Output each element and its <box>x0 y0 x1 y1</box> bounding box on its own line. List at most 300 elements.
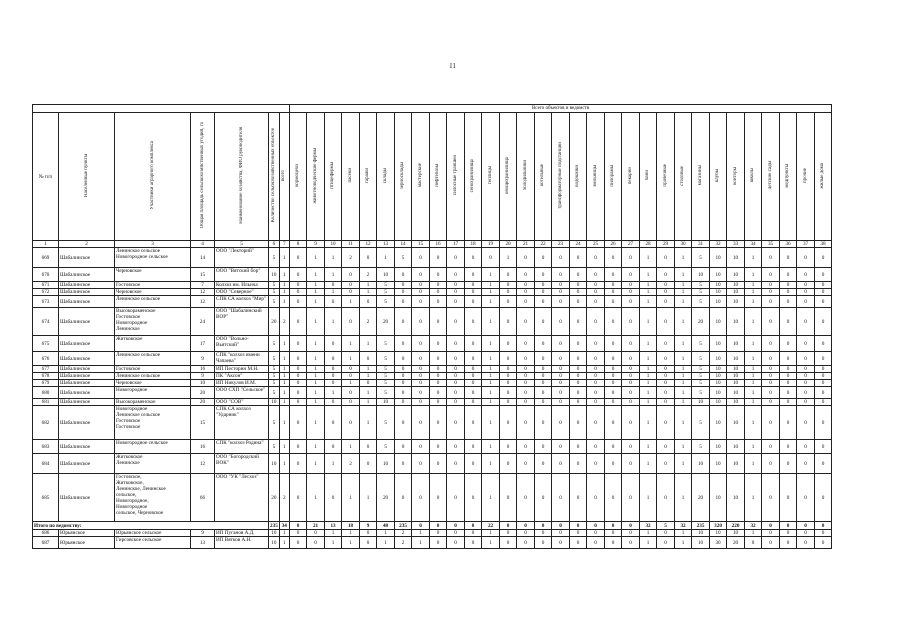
value-cell: 10 <box>727 474 745 522</box>
value-cell: 0 <box>779 373 797 380</box>
table-row <box>33 282 832 289</box>
value-cell: 0 <box>569 380 587 387</box>
value-cell: 0 <box>429 373 447 380</box>
district-cell: Шабалинское <box>59 387 115 399</box>
value-cell: 0 <box>762 268 780 282</box>
subheader-label: холодильники <box>522 160 528 191</box>
value-cell: 0 <box>499 352 517 366</box>
value-cell: 0 <box>622 387 640 399</box>
subheader-cell <box>727 113 745 241</box>
value-cell: 0 <box>499 296 517 308</box>
value-cell: 0 <box>534 373 552 380</box>
value-cell: 0 <box>464 366 482 373</box>
value-cell: 0 <box>517 399 535 406</box>
value-cell: 0 <box>552 474 570 522</box>
header-cell <box>269 113 280 241</box>
value-cell: 0 <box>324 352 342 366</box>
value-cell: 0 <box>517 474 535 522</box>
value-cell: 0 <box>534 248 552 268</box>
column-index: 7 <box>279 241 289 248</box>
value-cell: 0 <box>762 530 780 537</box>
total-value: 0 <box>289 522 307 530</box>
value-cell: 0 <box>604 440 622 454</box>
subheader-label: прачечные <box>662 164 668 187</box>
value-cell: 0 <box>814 282 832 289</box>
value-cell: 5 <box>377 336 395 352</box>
value-cell: 0 <box>517 282 535 289</box>
value-cell: 1 <box>744 474 762 522</box>
subheader-label: животноводческие фермы <box>312 147 318 204</box>
value-cell: 0 <box>534 296 552 308</box>
organization-cell: ПК "Аксон" <box>215 373 269 380</box>
value-cell: 0 <box>569 336 587 352</box>
value-cell: 0 <box>797 352 815 366</box>
subheader-label: пилорамы <box>610 164 616 187</box>
value-cell: 0 <box>342 366 360 373</box>
value-cell: 0 <box>324 366 342 373</box>
value-cell: 1 <box>279 380 289 387</box>
value-cell: 0 <box>499 289 517 296</box>
value-cell: 1 <box>307 474 325 522</box>
value-cell: 0 <box>429 289 447 296</box>
value-cell: 1 <box>499 248 517 268</box>
value-cell: 0 <box>517 373 535 380</box>
value-cell: 0 <box>359 380 377 387</box>
value-cell: 0 <box>517 454 535 474</box>
value-cell: 0 <box>499 366 517 373</box>
value-cell: 1 <box>482 308 500 336</box>
value-cell: 0 <box>464 454 482 474</box>
area-cell: 12 <box>191 454 215 474</box>
value-cell: 0 <box>657 537 675 549</box>
value-cell: 5 <box>269 296 280 308</box>
value-cell: 1 <box>482 474 500 522</box>
subheader-label: школы <box>750 168 756 183</box>
column-index: 13 <box>377 241 395 248</box>
row-number: 686 <box>33 530 59 537</box>
value-cell: 0 <box>569 296 587 308</box>
value-cell: 1 <box>359 366 377 373</box>
value-cell: 10 <box>269 537 280 549</box>
header-cell <box>115 113 191 241</box>
value-cell: 0 <box>622 380 640 387</box>
table-row <box>33 454 832 474</box>
organization-cell: ООО "Вятский бор" <box>215 268 269 282</box>
value-cell: 10 <box>269 399 280 406</box>
value-cell: 1 <box>307 380 325 387</box>
subheader-label: жилые дома <box>820 162 826 189</box>
value-cell: 0 <box>552 352 570 366</box>
value-cell: 0 <box>342 289 360 296</box>
value-cell: 2 <box>342 454 360 474</box>
value-cell: 10 <box>727 380 745 387</box>
organization-cell: ООО "Вольно-Вьятский" <box>215 336 269 352</box>
value-cell: 0 <box>429 352 447 366</box>
total-value: 0 <box>464 522 482 530</box>
table-row <box>33 440 832 454</box>
organization-cell: ООО "Северное" <box>215 289 269 296</box>
value-cell: 5 <box>269 289 280 296</box>
value-cell: 0 <box>814 296 832 308</box>
value-cell: 0 <box>657 399 675 406</box>
value-cell: 0 <box>552 537 570 549</box>
value-cell: 0 <box>517 537 535 549</box>
column-index: 2 <box>59 241 115 248</box>
total-value: 13 <box>324 522 342 530</box>
value-cell: 0 <box>797 406 815 440</box>
value-cell: 0 <box>814 454 832 474</box>
total-value: 0 <box>517 522 535 530</box>
area-cell: 12 <box>191 296 215 308</box>
value-cell: 10 <box>269 268 280 282</box>
value-cell: 0 <box>499 530 517 537</box>
value-cell: 0 <box>324 373 342 380</box>
value-cell: 0 <box>797 268 815 282</box>
total-value: 32 <box>674 522 692 530</box>
value-cell: 10 <box>709 373 727 380</box>
column-index: 21 <box>517 241 535 248</box>
value-cell: 1 <box>482 406 500 440</box>
value-cell: 0 <box>412 474 430 522</box>
column-index: 12 <box>359 241 377 248</box>
value-cell: 1 <box>482 530 500 537</box>
total-value: 0 <box>779 522 797 530</box>
subheader-cell <box>429 113 447 241</box>
column-index: 26 <box>604 241 622 248</box>
value-cell: 5 <box>269 387 280 399</box>
area-cell: 66 <box>191 474 215 522</box>
value-cell: 1 <box>482 268 500 282</box>
value-cell: 0 <box>412 336 430 352</box>
district-cell: Шабалинское <box>59 454 115 474</box>
value-cell: 0 <box>394 289 412 296</box>
value-cell: 0 <box>324 282 342 289</box>
value-cell: 0 <box>797 366 815 373</box>
value-cell: 5 <box>269 406 280 440</box>
value-cell: 0 <box>779 268 797 282</box>
value-cell: 0 <box>534 440 552 454</box>
district-cell: Шабалинское <box>59 268 115 282</box>
value-cell: 1 <box>359 406 377 440</box>
value-cell: 0 <box>394 268 412 282</box>
value-cell: 0 <box>429 440 447 454</box>
value-cell: 0 <box>744 537 762 549</box>
value-cell: 0 <box>464 406 482 440</box>
value-cell: 10 <box>727 366 745 373</box>
value-cell: 10 <box>692 399 710 406</box>
value-cell: 10 <box>692 268 710 282</box>
value-cell: 0 <box>499 268 517 282</box>
value-cell: 0 <box>569 440 587 454</box>
value-cell: 0 <box>604 387 622 399</box>
value-cell: 0 <box>604 366 622 373</box>
value-cell: 1 <box>279 282 289 289</box>
total-value: 5 <box>657 522 675 530</box>
value-cell: 1 <box>307 296 325 308</box>
value-cell: 0 <box>622 537 640 549</box>
value-cell: 0 <box>412 296 430 308</box>
value-cell: 0 <box>394 366 412 373</box>
subheader-label: клубы <box>715 168 721 183</box>
header-label: Участники аграрного комплекса <box>149 141 155 210</box>
value-cell: 0 <box>657 289 675 296</box>
settlement-cell: Гостовское <box>115 282 191 289</box>
value-cell: 0 <box>587 387 605 399</box>
value-cell: 0 <box>429 268 447 282</box>
value-cell: 10 <box>727 530 745 537</box>
value-cell: 0 <box>622 268 640 282</box>
value-cell: 0 <box>429 282 447 289</box>
value-cell: 5 <box>377 282 395 289</box>
value-cell: 0 <box>762 366 780 373</box>
value-cell: 0 <box>534 336 552 352</box>
value-cell: 1 <box>342 530 360 537</box>
value-cell: 0 <box>657 308 675 336</box>
value-cell: 0 <box>762 454 780 474</box>
subheader-label: водокачки <box>575 164 581 187</box>
value-cell: 0 <box>552 248 570 268</box>
value-cell: 0 <box>517 308 535 336</box>
value-cell: 0 <box>447 440 465 454</box>
value-cell: 0 <box>762 440 780 454</box>
row-number: 670 <box>33 268 59 282</box>
value-cell: 0 <box>779 454 797 474</box>
value-cell: 1 <box>639 440 657 454</box>
value-cell: 1 <box>744 366 762 373</box>
total-value: 22 <box>482 522 500 530</box>
value-cell: 1 <box>412 537 430 549</box>
value-cell: 20 <box>269 474 280 522</box>
column-index: 11 <box>342 241 360 248</box>
settlement-cell: Житковское <box>115 336 191 352</box>
column-index: 24 <box>569 241 587 248</box>
value-cell: 10 <box>709 474 727 522</box>
value-cell: 0 <box>342 406 360 440</box>
value-cell: 0 <box>412 406 430 440</box>
value-cell: 0 <box>534 406 552 440</box>
value-cell: 0 <box>289 380 307 387</box>
total-value: 48 <box>377 522 395 530</box>
value-cell: 1 <box>674 248 692 268</box>
subheader-cell <box>447 113 465 241</box>
subheader-cell <box>569 113 587 241</box>
value-cell: 0 <box>534 366 552 373</box>
value-cell: 0 <box>412 380 430 387</box>
subheader-label: мельницы <box>592 164 598 187</box>
column-index: 6 <box>269 241 280 248</box>
value-cell: 5 <box>269 366 280 373</box>
subheader-cell <box>552 113 570 241</box>
value-cell: 0 <box>814 474 832 522</box>
value-cell: 0 <box>289 352 307 366</box>
total-value: 32 <box>639 522 657 530</box>
value-cell: 0 <box>499 282 517 289</box>
subheader-label: магазины <box>697 165 703 186</box>
subheader-cell <box>482 113 500 241</box>
value-cell: 0 <box>552 387 570 399</box>
value-cell: 0 <box>324 474 342 522</box>
value-cell: 0 <box>779 248 797 268</box>
value-cell: 1 <box>307 282 325 289</box>
value-cell: 0 <box>289 406 307 440</box>
value-cell: 10 <box>727 454 745 474</box>
value-cell: 2 <box>342 248 360 268</box>
value-cell: 10 <box>709 530 727 537</box>
district-cell: Шабалинское <box>59 406 115 440</box>
value-cell: 0 <box>464 530 482 537</box>
value-cell: 0 <box>499 308 517 336</box>
value-cell: 0 <box>814 387 832 399</box>
organization-cell: СПК СА колхоз "Ударник" <box>215 406 269 440</box>
value-cell: 0 <box>569 373 587 380</box>
value-cell: 0 <box>569 352 587 366</box>
value-cell: 0 <box>499 373 517 380</box>
value-cell: 0 <box>394 296 412 308</box>
value-cell: 1 <box>482 336 500 352</box>
value-cell: 0 <box>604 380 622 387</box>
header-number: № п/п <box>33 113 59 241</box>
value-cell: 0 <box>447 248 465 268</box>
value-cell: 0 <box>517 366 535 373</box>
value-cell: 0 <box>552 366 570 373</box>
value-cell: 1 <box>342 296 360 308</box>
total-value: 0 <box>534 522 552 530</box>
value-cell: 0 <box>814 537 832 549</box>
value-cell: 0 <box>342 387 360 399</box>
value-cell: 1 <box>744 352 762 366</box>
value-cell: 0 <box>657 248 675 268</box>
value-cell: 0 <box>517 380 535 387</box>
value-cell: 5 <box>269 373 280 380</box>
value-cell: 2 <box>359 308 377 336</box>
area-cell: 20 <box>191 399 215 406</box>
value-cell: 1 <box>744 296 762 308</box>
district-cell: Шабалинское <box>59 380 115 387</box>
value-cell: 0 <box>534 380 552 387</box>
value-cell: 5 <box>692 282 710 289</box>
value-cell: 1 <box>324 289 342 296</box>
total-value: 0 <box>622 522 640 530</box>
value-cell: 1 <box>324 530 342 537</box>
value-cell: 0 <box>394 308 412 336</box>
value-cell: 10 <box>709 399 727 406</box>
total-value: 320 <box>709 522 727 530</box>
subheader-cell <box>797 113 815 241</box>
value-cell: 0 <box>342 373 360 380</box>
value-cell: 1 <box>744 268 762 282</box>
value-cell: 20 <box>692 308 710 336</box>
value-cell: 0 <box>762 537 780 549</box>
value-cell: 2 <box>279 308 289 336</box>
row-number: 671 <box>33 282 59 289</box>
table-row <box>33 387 832 399</box>
value-cell: 1 <box>279 296 289 308</box>
value-cell: 0 <box>464 399 482 406</box>
value-cell: 0 <box>447 373 465 380</box>
organization-cell: СПК "колхоз Родина" <box>215 440 269 454</box>
value-cell: 0 <box>289 282 307 289</box>
value-cell: 0 <box>342 282 360 289</box>
area-cell: 9 <box>191 352 215 366</box>
value-cell: 1 <box>482 454 500 474</box>
value-cell: 0 <box>464 352 482 366</box>
district-cell: Шабалинское <box>59 352 115 366</box>
value-cell: 0 <box>604 268 622 282</box>
column-index: 8 <box>289 241 307 248</box>
value-cell: 1 <box>674 296 692 308</box>
subheader-cell <box>412 113 430 241</box>
header-cell <box>59 113 115 241</box>
total-value: 0 <box>587 522 605 530</box>
settlement-cell: Черновское <box>115 380 191 387</box>
value-cell: 0 <box>779 282 797 289</box>
value-cell: 0 <box>534 399 552 406</box>
value-cell: 0 <box>797 454 815 474</box>
value-cell: 0 <box>552 380 570 387</box>
value-cell: 1 <box>744 440 762 454</box>
value-cell: 0 <box>412 399 430 406</box>
value-cell: 0 <box>569 399 587 406</box>
organization-cell: ООО "УК "Лесхоз" <box>215 474 269 522</box>
value-cell: 0 <box>552 289 570 296</box>
district-cell: Шабалинское <box>59 289 115 296</box>
value-cell: 0 <box>429 296 447 308</box>
value-cell: 5 <box>377 406 395 440</box>
table-row <box>33 474 832 522</box>
settlement-cell: Черновское <box>115 268 191 282</box>
column-index: 9 <box>307 241 325 248</box>
value-cell: 1 <box>639 282 657 289</box>
value-cell: 0 <box>762 373 780 380</box>
column-index: 29 <box>657 241 675 248</box>
value-cell: 0 <box>412 289 430 296</box>
value-cell: 1 <box>307 387 325 399</box>
row-number: 684 <box>33 454 59 474</box>
value-cell: 0 <box>552 406 570 440</box>
value-cell: 0 <box>797 399 815 406</box>
value-cell: 1 <box>307 248 325 268</box>
value-cell: 1 <box>307 454 325 474</box>
value-cell: 0 <box>534 268 552 282</box>
value-cell: 1 <box>744 308 762 336</box>
subheader-label: нефтебазы <box>435 164 441 187</box>
value-cell: 0 <box>814 248 832 268</box>
value-cell: 0 <box>779 352 797 366</box>
table-row <box>33 406 832 440</box>
value-cell: 0 <box>569 530 587 537</box>
value-cell: 10 <box>727 352 745 366</box>
value-cell: 0 <box>359 248 377 268</box>
table-row <box>33 289 832 296</box>
value-cell: 0 <box>534 537 552 549</box>
value-cell: 10 <box>709 380 727 387</box>
value-cell: 5 <box>692 336 710 352</box>
column-index: 37 <box>797 241 815 248</box>
value-cell: 1 <box>377 537 395 549</box>
district-cell: Шабалинское <box>59 282 115 289</box>
value-cell: 1 <box>307 366 325 373</box>
value-cell: 0 <box>552 308 570 336</box>
value-cell: 1 <box>279 248 289 268</box>
value-cell: 1 <box>674 537 692 549</box>
subheader-cell <box>604 113 622 241</box>
value-cell: 1 <box>279 366 289 373</box>
value-cell: 10 <box>709 454 727 474</box>
value-cell: 0 <box>657 366 675 373</box>
value-cell: 1 <box>639 380 657 387</box>
subheader-label: котельные <box>540 164 546 187</box>
value-cell: 0 <box>447 352 465 366</box>
